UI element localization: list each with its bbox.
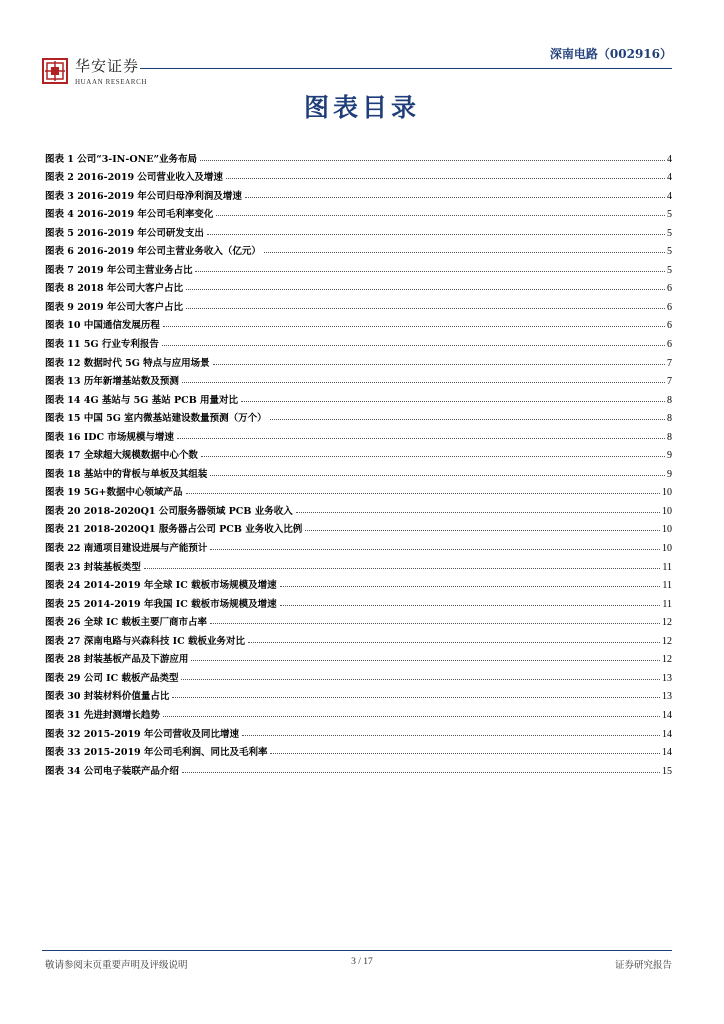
toc-entry-page[interactable]: 6 bbox=[667, 320, 672, 332]
toc-entry[interactable] bbox=[45, 165, 672, 184]
toc-entry[interactable] bbox=[45, 369, 672, 388]
page-title: 图表目录 bbox=[303, 93, 420, 122]
toc-entry-page[interactable]: 10 bbox=[662, 505, 672, 517]
toc-entry-page[interactable]: 4 bbox=[667, 153, 672, 165]
toc-leader-dots bbox=[226, 178, 665, 179]
toc-leader-dots bbox=[162, 345, 665, 346]
toc-entry-label[interactable]: 图表 4 2016-2019 年公司毛利率变化 bbox=[45, 209, 214, 221]
toc-entry-page[interactable]: 7 bbox=[667, 376, 672, 388]
toc-entry-label[interactable]: 图表 13 历年新增基站数及预测 bbox=[45, 376, 179, 388]
brand-name: 华安证券 bbox=[75, 57, 140, 75]
toc-entry-page[interactable]: 11 bbox=[662, 561, 672, 573]
toc-entry-label[interactable]: 图表 27 深南电路与兴森科技 IC 载板业务对比 bbox=[45, 635, 245, 647]
header-divider bbox=[140, 68, 672, 69]
toc-leader-dots bbox=[216, 215, 665, 216]
toc-entry-label[interactable]: 图表 11 5G 行业专利报告 bbox=[45, 339, 159, 351]
table-of-figures bbox=[45, 146, 672, 777]
toc-entry-page[interactable]: 15 bbox=[662, 765, 672, 777]
toc-entry-page[interactable]: 5 bbox=[667, 209, 672, 221]
toc-entry-page[interactable]: 9 bbox=[667, 468, 672, 480]
toc-entry-label[interactable]: 图表 10 中国通信发展历程 bbox=[45, 320, 160, 332]
toc-entry[interactable] bbox=[45, 294, 672, 313]
toc-leader-dots bbox=[270, 753, 660, 754]
toc-leader-dots bbox=[210, 475, 665, 476]
toc-entry[interactable] bbox=[45, 443, 672, 462]
toc-entry[interactable] bbox=[45, 202, 672, 221]
toc-entry[interactable] bbox=[45, 721, 672, 740]
toc-entry-page[interactable]: 9 bbox=[667, 450, 672, 462]
toc-entry-page[interactable]: 14 bbox=[662, 747, 672, 759]
toc-entry-label[interactable]: 图表 29 公司 IC 载板产品类型 bbox=[45, 672, 179, 684]
toc-entry-page[interactable]: 4 bbox=[667, 172, 672, 184]
toc-leader-dots bbox=[182, 772, 660, 773]
brand-english: HUAAN RESEARCH bbox=[75, 78, 147, 86]
toc-leader-dots bbox=[207, 234, 665, 235]
toc-leader-dots bbox=[305, 530, 660, 531]
toc-leader-dots bbox=[186, 308, 665, 309]
toc-entry-page[interactable]: 6 bbox=[667, 339, 672, 351]
toc-entry[interactable] bbox=[45, 758, 672, 777]
toc-entry-label[interactable]: 图表 9 2019 年公司大客户占比 bbox=[45, 301, 183, 313]
toc-entry[interactable] bbox=[45, 647, 672, 666]
toc-entry-label[interactable]: 图表 15 中国 5G 室内微基站建设数量预测（万个） bbox=[45, 413, 267, 425]
toc-entry[interactable] bbox=[45, 498, 672, 517]
toc-leader-dots bbox=[242, 735, 660, 736]
toc-entry-label[interactable]: 图表 1 公司“3-IN-ONE”业务布局 bbox=[45, 153, 197, 165]
toc-entry[interactable] bbox=[45, 276, 672, 295]
toc-entry-page[interactable]: 12 bbox=[662, 617, 672, 629]
toc-entry-label[interactable]: 图表 8 2018 年公司大客户占比 bbox=[45, 283, 183, 295]
toc-entry-page[interactable]: 5 bbox=[667, 227, 672, 239]
toc-leader-dots bbox=[213, 364, 665, 365]
toc-leader-dots bbox=[182, 382, 665, 383]
footer-report-type: 证券研究报告 bbox=[614, 960, 672, 971]
toc-entry-label[interactable]: 图表 7 2019 年公司主营业务占比 bbox=[45, 264, 193, 276]
toc-entry-label[interactable]: 图表 24 2014-2019 年全球 IC 载板市场规模及增速 bbox=[45, 580, 277, 592]
toc-entry-label[interactable]: 图表 2 2016-2019 公司营业收入及增速 bbox=[45, 172, 223, 184]
toc-entry-page[interactable]: 6 bbox=[667, 301, 672, 313]
huaan-logo-icon bbox=[42, 58, 68, 84]
report-identifier: 深南电路（002916） bbox=[549, 47, 672, 61]
toc-entry-label[interactable]: 图表 34 公司电子装联产品介绍 bbox=[45, 765, 179, 777]
toc-entry-label[interactable]: 图表 12 数据时代 5G 特点与应用场景 bbox=[45, 357, 210, 369]
toc-entry-label[interactable]: 图表 5 2016-2019 年公司研发支出 bbox=[45, 227, 204, 239]
toc-entry[interactable] bbox=[45, 740, 672, 759]
footer-disclaimer: 敬请参阅末页重要声明及评级说明 bbox=[45, 960, 188, 971]
toc-leader-dots bbox=[186, 289, 665, 290]
toc-leader-dots bbox=[201, 456, 665, 457]
toc-entry-page[interactable]: 7 bbox=[667, 357, 672, 369]
toc-entry-label[interactable]: 图表 18 基站中的背板与单板及其组装 bbox=[45, 468, 208, 480]
toc-entry-page[interactable]: 5 bbox=[667, 246, 672, 258]
toc-entry-page[interactable]: 14 bbox=[662, 709, 672, 721]
toc-entry-page[interactable]: 10 bbox=[662, 524, 672, 536]
toc-entry[interactable] bbox=[45, 183, 672, 202]
toc-entry-page[interactable]: 5 bbox=[667, 264, 672, 276]
toc-entry-page[interactable]: 10 bbox=[662, 487, 672, 499]
toc-entry-label[interactable]: 图表 32 2015-2019 年公司营收及同比增速 bbox=[45, 728, 239, 740]
toc-entry-label[interactable]: 图表 20 2018-2020Q1 公司服务器领域 PCB 业务收入 bbox=[45, 505, 293, 517]
toc-leader-dots bbox=[172, 697, 660, 698]
toc-leader-dots bbox=[245, 197, 665, 198]
toc-leader-dots bbox=[186, 493, 660, 494]
toc-entry-label[interactable]: 图表 23 封装基板类型 bbox=[45, 561, 141, 573]
toc-leader-dots bbox=[177, 438, 665, 439]
toc-leader-dots bbox=[280, 586, 661, 587]
toc-entry-label[interactable]: 图表 3 2016-2019 年公司归母净利润及增速 bbox=[45, 190, 242, 202]
toc-entry-label[interactable]: 图表 19 5G+数据中心领域产品 bbox=[45, 487, 183, 499]
toc-entry-page[interactable]: 10 bbox=[662, 543, 672, 555]
toc-entry-label[interactable]: 图表 26 全球 IC 载板主要厂商市占率 bbox=[45, 617, 207, 629]
toc-leader-dots bbox=[296, 512, 660, 513]
toc-entry[interactable] bbox=[45, 424, 672, 443]
toc-entry-label[interactable]: 图表 30 封装材料价值量占比 bbox=[45, 691, 170, 703]
toc-entry-page[interactable]: 8 bbox=[667, 431, 672, 443]
toc-entry[interactable] bbox=[45, 331, 672, 350]
toc-entry[interactable] bbox=[45, 535, 672, 554]
toc-entry[interactable] bbox=[45, 350, 672, 369]
toc-entry[interactable] bbox=[45, 406, 672, 425]
toc-entry-label[interactable]: 图表 22 南通项目建设进展与产能预计 bbox=[45, 543, 208, 555]
toc-entry-label[interactable]: 图表 21 2018-2020Q1 服务器占公司 PCB 业务收入比例 bbox=[45, 524, 303, 536]
toc-entry[interactable] bbox=[45, 628, 672, 647]
toc-entry[interactable] bbox=[45, 665, 672, 684]
toc-leader-dots bbox=[191, 660, 660, 661]
toc-leader-dots bbox=[210, 549, 660, 550]
toc-entry[interactable] bbox=[45, 684, 672, 703]
toc-entry[interactable] bbox=[45, 461, 672, 480]
toc-entry[interactable] bbox=[45, 313, 672, 332]
toc-entry-page[interactable]: 6 bbox=[667, 283, 672, 295]
toc-leader-dots bbox=[280, 605, 661, 606]
page-number: 3 / 17 bbox=[351, 957, 373, 967]
toc-entry-page[interactable]: 8 bbox=[667, 394, 672, 406]
toc-leader-dots bbox=[270, 419, 665, 420]
toc-entry-page[interactable]: 12 bbox=[662, 635, 672, 647]
toc-entry[interactable] bbox=[45, 220, 672, 239]
toc-entry-page[interactable]: 11 bbox=[662, 580, 672, 592]
toc-entry-label[interactable]: 图表 28 封装基板产品及下游应用 bbox=[45, 654, 189, 666]
toc-leader-dots bbox=[248, 642, 660, 643]
toc-leader-dots bbox=[200, 160, 665, 161]
toc-entry-label[interactable]: 图表 6 2016-2019 年公司主营业务收入（亿元） bbox=[45, 246, 261, 258]
toc-entry-label[interactable]: 图表 14 4G 基站与 5G 基站 PCB 用量对比 bbox=[45, 394, 239, 406]
toc-entry[interactable] bbox=[45, 702, 672, 721]
toc-entry-label[interactable]: 图表 25 2014-2019 年我国 IC 载板市场规模及增速 bbox=[45, 598, 277, 610]
toc-leader-dots bbox=[210, 623, 660, 624]
toc-entry[interactable] bbox=[45, 573, 672, 592]
toc-entry[interactable] bbox=[45, 554, 672, 573]
toc-leader-dots bbox=[241, 401, 665, 402]
toc-entry-page[interactable]: 11 bbox=[662, 598, 672, 610]
toc-entry[interactable] bbox=[45, 480, 672, 499]
toc-entry-page[interactable]: 12 bbox=[662, 654, 672, 666]
toc-entry-page[interactable]: 13 bbox=[662, 691, 672, 703]
toc-entry-page[interactable]: 8 bbox=[667, 413, 672, 425]
toc-leader-dots bbox=[195, 271, 665, 272]
toc-leader-dots bbox=[181, 679, 660, 680]
toc-entry[interactable] bbox=[45, 146, 672, 165]
toc-entry[interactable] bbox=[45, 517, 672, 536]
toc-entry-label[interactable]: 图表 31 先进封测增长趋势 bbox=[45, 709, 160, 721]
toc-entry-page[interactable]: 4 bbox=[667, 190, 672, 202]
toc-leader-dots bbox=[264, 252, 665, 253]
toc-leader-dots bbox=[163, 716, 660, 717]
toc-entry[interactable] bbox=[45, 239, 672, 258]
toc-entry-label[interactable]: 图表 16 IDC 市场规模与增速 bbox=[45, 431, 174, 443]
toc-entry[interactable] bbox=[45, 257, 672, 276]
toc-entry[interactable] bbox=[45, 591, 672, 610]
toc-entry-label[interactable]: 图表 17 全球超大规模数据中心个数 bbox=[45, 450, 198, 462]
toc-entry[interactable] bbox=[45, 387, 672, 406]
toc-entry-page[interactable]: 13 bbox=[662, 672, 672, 684]
footer-divider bbox=[42, 950, 672, 951]
toc-entry[interactable] bbox=[45, 610, 672, 629]
toc-leader-dots bbox=[144, 568, 661, 569]
toc-entry-label[interactable]: 图表 33 2015-2019 年公司毛利润、同比及毛利率 bbox=[45, 747, 268, 759]
toc-leader-dots bbox=[163, 326, 665, 327]
toc-entry-page[interactable]: 14 bbox=[662, 728, 672, 740]
